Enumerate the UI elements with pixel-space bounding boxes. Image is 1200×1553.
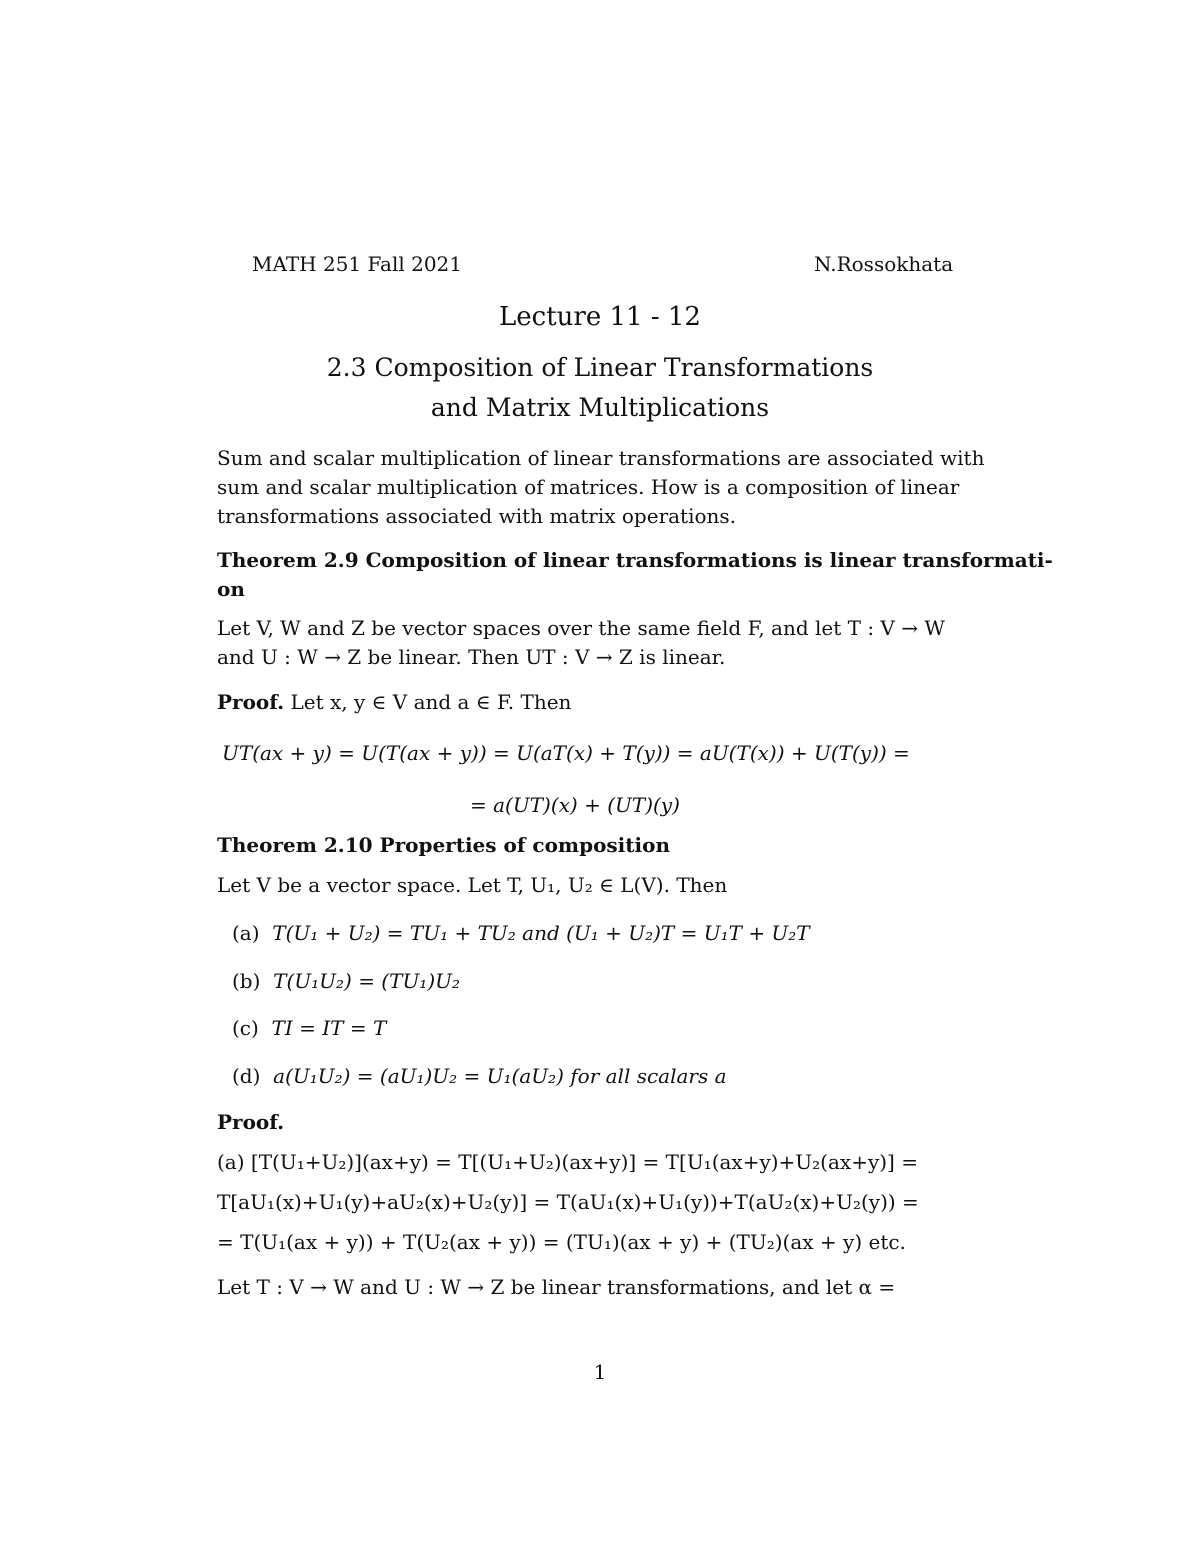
- closing-line: Let T : V → W and U : W → Z be linear transformations, and let α =: [217, 1275, 896, 1299]
- theorem-2-9-heading-line1: Theorem 2.9 Composition of linear transformations is linear transformati-: [217, 548, 1053, 572]
- proof-1-equation-line2: = a(UT)(x) + (UT)(y): [470, 793, 680, 817]
- proof-2-line-3: = T(U₁(ax + y)) + T(U₂(ax + y)) = (TU₁)(ax + y) + (TU₂)(ax + y) etc.: [217, 1230, 906, 1254]
- theorem-2-9-heading-line2: on: [217, 577, 245, 601]
- property-item-c: [232, 1014, 386, 1042]
- property-text-b: T(U₁U₂) = (TU₁)U₂: [273, 969, 460, 993]
- property-text-c: TI = IT = T: [271, 1016, 387, 1040]
- section-title-line1: 2.3 Composition of Linear Transformations: [326, 353, 874, 382]
- intro-line-1: Sum and scalar multiplication of linear transformations are associated with: [217, 446, 985, 470]
- author-header: N.Rossokhata: [814, 252, 954, 276]
- property-item-b: [232, 967, 460, 995]
- proof-1-equation-line1: UT(ax + y) = U(T(ax + y)) = U(aT(x) + T(y)) = aU(T(x)) + U(T(y)) =: [222, 741, 910, 765]
- property-label-a: (a): [232, 921, 260, 945]
- intro-line-3: transformations associated with matrix operations.: [217, 504, 737, 528]
- property-item-a: [232, 919, 810, 947]
- proof-1-paragraph: [217, 688, 571, 716]
- property-label-d: (d): [232, 1064, 261, 1088]
- course-header: MATH 251 Fall 2021: [252, 252, 462, 276]
- theorem-2-9-statement-line2: and U : W → Z be linear. Then UT : V → Z is linear.: [217, 645, 726, 669]
- intro-line-2: sum and scalar multiplication of matrices. How is a composition of linear: [217, 475, 960, 499]
- proof-1-label: Proof.: [217, 690, 285, 714]
- proof-2-line-1: (a) [T(U₁+U₂)](ax+y) = T[(U₁+U₂)(ax+y)] = T[U₁(ax+y)+U₂(ax+y)] =: [217, 1150, 918, 1174]
- proof-2-line-2: T[aU₁(x)+U₁(y)+aU₂(x)+U₂(y)] = T(aU₁(x)+U₁(y))+T(aU₂(x)+U₂(y)) =: [217, 1190, 919, 1214]
- section-title-line2: and Matrix Multiplications: [430, 393, 770, 422]
- page-number: 1: [593, 1360, 607, 1384]
- property-label-c: (c): [232, 1016, 259, 1040]
- proof-2-label: Proof.: [217, 1110, 285, 1134]
- property-item-d: [232, 1062, 727, 1090]
- proof-1-text: Let x, y ∈ V and a ∈ F. Then: [284, 690, 572, 714]
- theorem-2-10-statement: Let V be a vector space. Let T, U₁, U₂ ∈ L(V). Then: [217, 873, 728, 897]
- property-label-b: (b): [232, 969, 261, 993]
- lecture-title: Lecture 11 - 12: [499, 302, 701, 332]
- theorem-2-9-statement-line1: Let V, W and Z be vector spaces over the same field F, and let T : V → W: [217, 616, 945, 640]
- property-text-d: a(U₁U₂) = (aU₁)U₂ = U₁(aU₂) for all scalars a: [273, 1064, 727, 1088]
- theorem-2-10-heading: Theorem 2.10 Properties of composition: [217, 833, 670, 857]
- property-text-a: T(U₁ + U₂) = TU₁ + TU₂ and (U₁ + U₂)T = U₁T + U₂T: [272, 921, 810, 945]
